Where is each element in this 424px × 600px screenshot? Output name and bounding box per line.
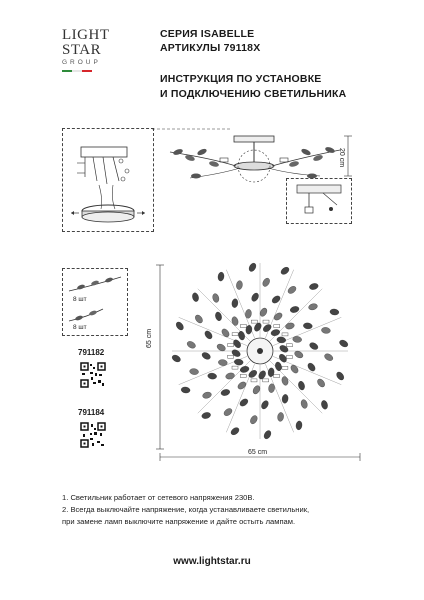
crystal-leaf (245, 309, 252, 319)
crystal-leaf (276, 336, 286, 343)
crystal-leaf (308, 341, 319, 351)
crystal-leaf (225, 372, 235, 380)
brand-logo (62, 28, 124, 72)
crystal-leaf (292, 336, 302, 343)
crystal-leaf (194, 314, 204, 325)
arm-part-icon (65, 273, 125, 295)
leaf-arm-part-qty: 8 шт (73, 324, 87, 331)
crystal-leaf (274, 361, 282, 371)
crystal-leaf (218, 359, 228, 366)
lamp-holder (274, 375, 280, 378)
mounting-detail-box (62, 128, 154, 232)
crystal-leaf (268, 383, 275, 393)
crystal-leaf (263, 429, 273, 440)
crystal-leaf (295, 421, 302, 431)
lamp-holder (228, 355, 234, 358)
model-code-1: 791182 (78, 348, 105, 357)
crystal-leaf (220, 388, 230, 396)
lamp-holder (274, 325, 280, 328)
article-numbers: АРТИКУЛЫ 79118X (160, 42, 261, 54)
crystal-leaf (285, 322, 295, 330)
leaf-arm-part-icon (65, 305, 125, 325)
crystal-leaf (282, 394, 289, 404)
crystal-leaf (309, 282, 319, 290)
crystal-leaf (220, 328, 230, 339)
crystal-leaf (253, 322, 263, 333)
vertical-dimension-label: 65 cm (146, 328, 153, 348)
lamp-holder (251, 379, 257, 382)
lamp-holder (251, 320, 257, 323)
crystal-leaf (223, 407, 234, 417)
website-link[interactable]: www.lightstar.ru (173, 556, 251, 567)
note-line-3: при замене ламп выключите напряжение и дайте остыть лампам. (62, 517, 296, 526)
crystal-leaf (250, 292, 260, 303)
lamp-holder (240, 374, 246, 377)
crystal-leaf (189, 368, 199, 375)
height-dimension-label: 20 cm (338, 148, 345, 168)
crystal-leaf (287, 285, 298, 295)
note-line-2: 2. Всегда выключайте напряжение, когда устанавливаете светильник, (62, 505, 310, 514)
crystal-leaf (212, 293, 220, 303)
lamp-holder (263, 379, 269, 382)
logo-sub: GROUP (62, 59, 101, 66)
arm-part-qty: 8 шт (73, 296, 87, 303)
crystal-leaf (231, 298, 238, 308)
title-line-2: И ПОДКЛЮЧЕНИЮ СВЕТИЛЬНИКА (160, 88, 347, 100)
logo-line-2: STAR (62, 42, 102, 58)
crystal-leaf (338, 339, 349, 349)
crystal-leaf (273, 311, 284, 321)
lamp-holder (282, 366, 288, 369)
lamp-holder (228, 344, 234, 347)
crystal-leaf (260, 399, 270, 410)
crystal-leaf (289, 305, 299, 313)
crystal-leaf (236, 280, 243, 290)
crystal-leaf (330, 308, 340, 315)
crystal-leaf (175, 321, 185, 332)
mounting-diagram (63, 129, 153, 231)
lamp-holder (286, 344, 292, 347)
crystal-leaf (335, 371, 345, 382)
logo-line-1: LIGHT (62, 27, 110, 43)
qr-code-icon (80, 362, 106, 388)
crystal-leaf (277, 412, 284, 422)
crystal-leaf (231, 316, 239, 326)
crystal-leaf (234, 359, 244, 366)
crystal-leaf (201, 411, 211, 419)
fixture-top-view (150, 255, 370, 465)
crystal-leaf (239, 365, 249, 373)
lamp-holder (286, 356, 292, 359)
lamp-holder (282, 333, 288, 336)
screw-detail-diagram (287, 179, 351, 223)
screw-detail-box (286, 178, 352, 224)
title-line-1: ИНСТРУКЦИЯ ПО УСТАНОВКЕ (160, 73, 322, 85)
crystal-leaf (303, 322, 313, 329)
crystal-leaf (201, 351, 212, 361)
note-line-1: 1. Светильник работает от сетевого напряжения 230В. (62, 493, 255, 502)
crystal-leaf (202, 391, 212, 399)
crystal-leaf (248, 262, 258, 273)
crystal-leaf (323, 352, 334, 362)
crystal-leaf (316, 378, 326, 389)
crystal-leaf (191, 292, 199, 302)
qr-code-icon (80, 422, 106, 448)
crystal-leaf (238, 330, 246, 340)
lamp-holder (232, 366, 238, 369)
crystal-leaf (230, 426, 241, 436)
crystal-leaf (300, 399, 308, 409)
crystal-leaf (270, 329, 280, 337)
crystal-leaf (321, 327, 331, 334)
lamp-holder (232, 333, 238, 336)
crystal-leaf (171, 354, 182, 364)
safety-notes (62, 492, 372, 528)
crystal-leaf (261, 277, 271, 288)
model-code-2: 791184 (78, 408, 105, 417)
parts-list-box (62, 268, 128, 336)
crystal-leaf (308, 303, 318, 311)
crystal-leaf (186, 340, 197, 350)
instruction-title (160, 72, 346, 102)
crystal-leaf (280, 266, 291, 276)
crystal-leaf (297, 380, 305, 390)
crystal-leaf (214, 311, 222, 321)
series-name: СЕРИЯ ISABELLE (160, 28, 255, 40)
crystal-leaf (257, 370, 267, 381)
crystal-leaf (320, 400, 328, 410)
lamp-holder (240, 325, 246, 328)
horizontal-dimension-label: 65 cm (248, 449, 268, 456)
crystal-leaf (237, 380, 248, 390)
crystal-leaf (181, 386, 191, 393)
series-block (160, 27, 260, 55)
crystal-leaf (217, 272, 224, 282)
italian-flag-icon (62, 70, 92, 72)
crystal-leaf (289, 364, 299, 375)
crystal-leaf (249, 414, 259, 425)
lamp-holder (263, 320, 269, 323)
crystal-leaf (281, 376, 289, 386)
crystal-leaf (207, 373, 217, 380)
